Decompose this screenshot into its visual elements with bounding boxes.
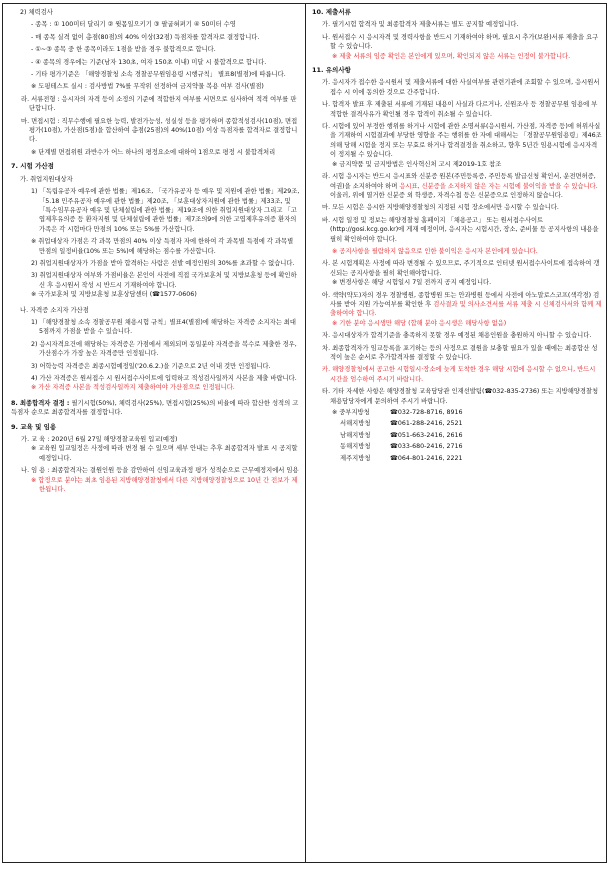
caution-item: 다. 시험에 있어 부정한 행위를 하거나 시험에 관한 소명서류(응시원서, 가산점, 자격증 등)에 허위사실을 기재하여 시험결과에 부당한 영향을 주는 행위를 한 자에 대해서는 「경찰공무원임용령」제46조 의해 당해 시험을 정지 또는 무효로 하거나 합격결정을 취소하고, 향후 5년간 임용시험에 응시자격이 정지될 수 있습니다. [322, 123, 602, 159]
caution-item: 가. 응시자가 접수한 응시원서 및 제출서류에 대한 사실여부를 관련기관에 조회할 수 있으며, 응시원서 접수 시 이에 동의한 것으로 간주합니다. [322, 79, 600, 96]
physical-test-item: - 매 종목 실격 없이 총점(80점)의 40% 이상(32점) 득점자를 합격자로 결정합니다. [31, 33, 260, 41]
appointment-item: 나. 임 용 : 최종합격자는 결원인원 등을 감안하여 신임교육과정 평가 성적순으로 근무예정지에서 임용 [21, 467, 299, 475]
caution-item-contact: 타. 기타 자세한 사항은 해양경찰청 교육담당관 인재선발팀(☎032-835-2736) 또는 지방해양경찰청 채용담당자에게 문의하여 주시기 바랍니다. [322, 388, 599, 405]
caution-item-id [312, 172, 602, 200]
bonus-item: 3) 취업지원대상자 여부와 가점비율은 본인이 사전에 직접 국가보훈처 및 지방보훈청 등에 확인하신 후 응시원서 작성 시 반드시 기재하여야 합니다. [31, 272, 297, 289]
caution-note: ※ 기한 분야 응시생만 해당 (합해 분야 응시생은 해당사항 없음) [332, 319, 507, 327]
bonus-note: ※ 취업대상자 가점은 각 과목 만점의 40% 이상 득점자 자에 한하여 각 과목별 득점에 각 과목별 만점의 일정비율(10% 또는 5%)에 해당하는 점수를 가산합니다. [31, 238, 294, 255]
contact-office-label: 동해지방청 [340, 443, 371, 451]
caution-note: ※ 금지약품 및 금지방법은 인사혁신처 고시 제2019-1호 참조 [332, 160, 502, 168]
caution-item: 자. 응시대상자가 합격기준을 충족하지 못할 경우 예정된 채용인원을 충원하지 아니할 수 있습니다. [322, 332, 592, 340]
caution-item: 바. 시험 일정 및 정보는 해양경찰청 홈페이지 「채용공고」 또는 원서접수사이트(http://gosi.kcg.go.kr)에 게재 예정이며, 응시자는 시험시간, 장소, 준비물 등 공지사항의 내용을 필히 확인하여야 합니다. [322, 216, 599, 243]
right-column [312, 8, 602, 463]
contact-phone-list [312, 408, 602, 463]
caution-note: ※ 변경사항은 해당 시험일시 7일 전까지 공지 예정입니다. [332, 279, 492, 287]
documents-note: ※ 제출 서류의 임증 확인은 본인에게 있으며, 확인되지 않은 서류는 인정이 불가합니다. [332, 52, 571, 60]
physical-test-item: - ①~③ 종목 중 한 종목이라도 1점을 받을 경우 불합격으로 합니다. [31, 46, 216, 54]
contact-office-label: 제주지방청 [340, 454, 371, 462]
contact-phone-row [332, 419, 602, 428]
contact-office-label: ※ 중부지방청 [332, 409, 370, 417]
section-title-education: 9. 교육 및 임용 [11, 422, 57, 431]
caution-highlight: 검사결과 및 의사소견서를 서류 제출 시 신체검사서와 함께 제출하여야 합니다. [330, 300, 602, 318]
final-pass-label: 8. 최종합격자 결정 : [11, 399, 70, 407]
section-title-bonus: 7. 시험 가산점 [11, 162, 54, 171]
caution-item: 사. 본 시험계획은 사정에 따라 변경될 수 있으므로, 주기적으로 인터넷 원서접수사이트에 접속하여 갱신되는 공지사항을 필히 확인해야합니다. [322, 260, 600, 277]
bonus-item: 1) 「독립유공자 예우에 관한 법률」제16조, 「국가유공자 등 예우 및 지원에 관한 법률」제29조, 「5.18 민주유공자 예우에 관한 법률」제20조, 「보훈대상자지원에 관한 법률」제33조, 및 「특수임무유공자 예우 및 단체설립에 관한 법률」제19조에 의한 취업지원대상자 그리고 「고엽제후유의증 등 환자지원 및 단체설립에 관한 법률」제7조의9에 의한 고엽제후유의증 환자의 가족은 각 시험마다 만점의 10% 또는 5%를 가산합니다. [31, 188, 300, 233]
contact-phone-row [332, 442, 602, 451]
physical-test-item: - 종목 : ① 100미터 달리기 ② 윗몸일으키기 ③ 팔굽혀펴기 ④ 50미터 수영 [31, 21, 236, 29]
contact-office-label: 남해지방청 [340, 431, 371, 439]
caution-item-colorblind [312, 291, 602, 319]
bonus-item: 2) 취업지원대상자가 가점을 받아 합격하는 사람은 선발 예정인원의 30%를 초과할 수 없습니다. [31, 259, 295, 267]
physical-test-item: - ④ 종목의 경우에는 기준(남자 130초, 여자 150초 이내) 미달 시 불합격으로 합니다. [31, 58, 267, 66]
contact-phone-row [332, 408, 602, 417]
caution-note: ※ 공지사항을 필람하지 않음으로 인한 불이익은 응시자 본인에게 있습니다. [332, 247, 538, 255]
contact-phone-number: ☎064-801-2416, 2221 [390, 454, 463, 462]
caution-item: 나. 합격자 발표 후 제출된 서류에 기재된 내용이 사실과 다르거나, 신원조사 등 경찰공무원 임용에 부적합한 결격사유가 확인될 경우 합격이 취소될 수 있습니다. [322, 101, 598, 118]
contact-phone-number: ☎051-663-2416, 2616 [390, 431, 463, 439]
documents-item: 가. 필기시험 합격자 및 최종합격자 제출서류는 별도 공지할 예정입니다. [322, 21, 519, 29]
cert-note: ※ 가산 자격증 사본을 적성검사일까지 제출하여야 가산점으로 인정됩니다. [31, 384, 235, 392]
cert-item: 2) 응시자격요건에 해당하는 자격증은 가점에서 제외되며 동일분야 자격증을 복수로 제출한 경우, 가산점수가 가장 높은 자격증만 인정됩니다. [31, 340, 297, 358]
contact-phone-row [332, 431, 602, 440]
appointment-note: ※ 합정으로 분야는 최초 임용된 지방해양경찰청에서 다른 지방해양경찰청으로 10년 간 전보가 제한됩니다. [31, 476, 298, 494]
doping-note: ※ 도핑테스트 실시 : 검사방법 7%를 무작위 선정하여 금지약물 복용 여부 검사(별점) [31, 83, 264, 91]
bonus-note: ※ 국가보훈처 및 지방보훈청 보훈상담센터 (☎1577-0606) [31, 291, 197, 299]
caution-item: 마. 모든 시험은 응시한 지방해양경찰청의 지정된 시험 장소에서만 응시할 수 있습니다. [322, 204, 559, 212]
cert-item: 3) 어학능력 자격증은 최종시험예정일('20.6.2.)을 기준으로 2년 이내 것만 인정됩니다. [31, 362, 271, 370]
education-item: 가. 교 육 : 2020년 6월 27일 해양경찰교육원 입교(예정) [21, 436, 178, 444]
final-pass-section [11, 399, 301, 418]
left-column [11, 8, 301, 494]
caution-item: 차. 최종합격자가 임교등록을 포기하는 등의 사정으로 결원을 보충할 필요가 있을 때에는 최종합산 성적이 높은 순서로 추가합격자를 결정할 수 있습니다. [322, 344, 598, 361]
physical-test-item: - 기타 평가기준은 「해양경찰청 소속 경찰공무원임용령 시행규칙」 별표8(별점)에 따릅니다. [31, 71, 286, 79]
documents-item: 나. 원서접수 시 응시자격 및 경력사항을 반드시 기재하여야 하며, 필요시 추가(보완)서류 제출을 요구할 수 있습니다. [322, 33, 599, 51]
section-title-documents: 10. 제출서류 [312, 8, 351, 16]
caution-text: 아. 색약(약도)자의 경우 경찰병원, 종합병원 또는 안과병원 등에서 사전에 아노말로스코프(색각경) 검사를 받아 지원 가능여부를 확인한 후 [322, 291, 600, 308]
final-pass-text: 필기시험(50%), 체력검사(25%), 면접시험(25%)의 비율에 따라 합산한 성적의 고득점자 순으로 최종합격자를 결정합니다. [11, 399, 299, 417]
subsection-title: 가. 취업지원대상자 [20, 175, 73, 183]
subsection-title: 나. 자격증 소지자 가산점 [20, 306, 89, 314]
caution-text: 이울러, 위에 열거한 신분증 외 학생증, 자격수첩 등은 신분증으로 인정하지 않습니다. [330, 191, 563, 199]
physical-test-title: 2) 체력검사 [20, 9, 53, 16]
cert-item: 4) 가산 자격증은 원서접수 시 원서접수사이트에 입력하고 적성검사일까지 사본을 제출 바랍니다. [31, 375, 297, 382]
section-title-cautions: 11. 유의사항 [312, 66, 351, 75]
interview-note: ※ 단계별 면접위원 과반수가 어느 하나의 평정요소에 대하여 1점으로 평정 시 불합격처리 [31, 148, 276, 156]
contact-phone-row [332, 454, 602, 463]
document-screening: 라. 서류전형 : 응시자의 자격 등이 소정의 기준에 적합한지 여부를 서면으로 심사하여 적격 여부를 판단합니다. [21, 95, 297, 113]
education-note: ※ 교육원 입교일정은 사정에 따라 변경 될 수 있으며 세부 안내는 추후 최종합격자 발표 시 공지할 예정입니다. [31, 445, 298, 462]
document-page [2, 3, 607, 863]
contact-phone-number: ☎032-728-8716, 8916 [390, 409, 463, 417]
cert-item: 1) 「해양경찰청 소속 경찰공무원 채용시험 규칙」별표4(별점)에 해당하는 자격증 소지자는 최대 5점까지 가점을 받을 수 있습니다. [31, 318, 296, 336]
caution-item-late: 카. 해양경찰청에서 공고한 시험일시·장소에 늦게 도착한 경우 해당 시험에 응시할 수 없으니, 반드시 시간을 엄수하여 주시기 바랍니다. [322, 366, 596, 383]
contact-phone-number: ☎033-680-2416, 2716 [390, 443, 463, 451]
column-divider [305, 4, 306, 862]
contact-office-label: 서해지방청 [340, 420, 371, 428]
caution-text: 라. 시험 응시자는 반드시 응시표와 신분증 원본(주민등록증, 주민등록 발급신청 확인서, 운전면허증, 여권)을 소지하여야 하며 [322, 173, 596, 190]
caution-highlight: 응시표, 신분증을 소지하지 않은 자는 시험에 불이익을 받을 수 있습니다. [399, 182, 598, 190]
interview-exam: 마. 면접시험 : 직무수행에 필요한 능력, 발전가능성, 성실성 등을 평가하며 종합적성검사(10점), 면접평가(10점), 가산점(5점)을 합산하여 총점(25점)의 40%(10점) 이상 득점자를 합격자로 결정합니다. [21, 117, 298, 144]
contact-phone-number: ☎061-288-2416, 2521 [390, 420, 463, 428]
